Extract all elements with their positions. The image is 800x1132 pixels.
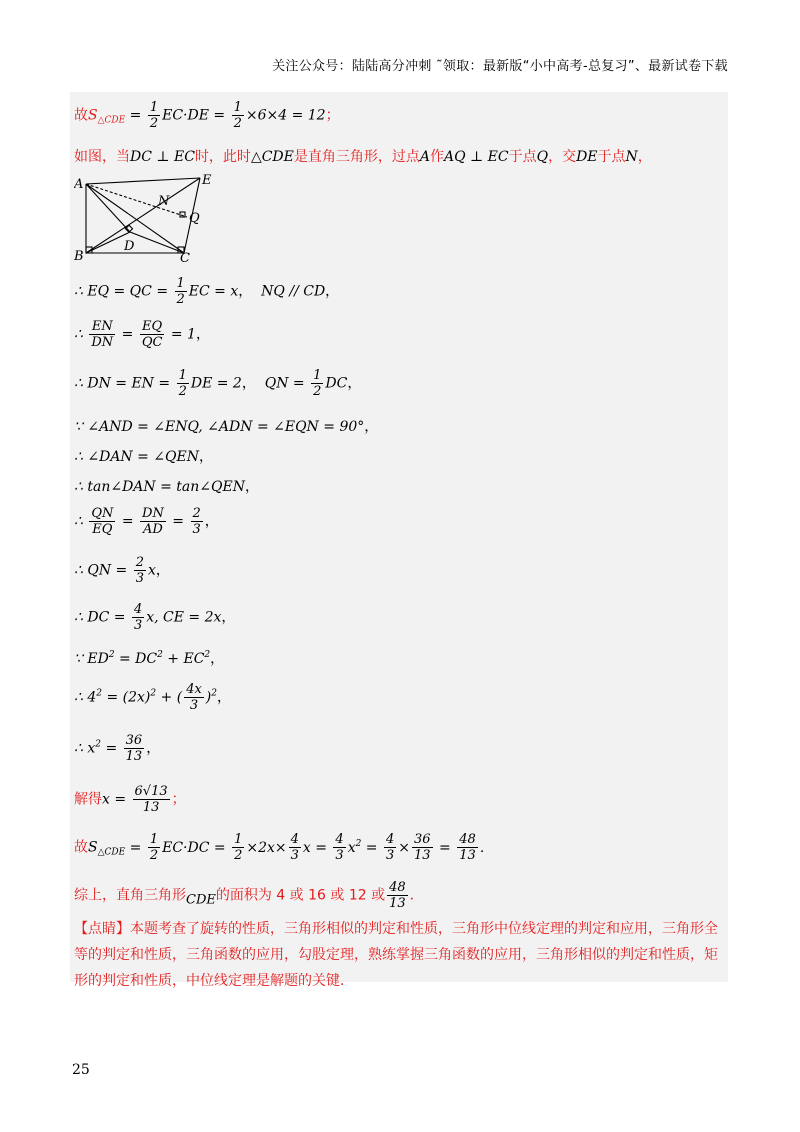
dianjing-paragraph: 【点睛】本题考查了旋转的性质，三角形相似的判定和性质，三角形中位线定理的判定和应用，三角形全等的判定和性质，三角函数的应用，勾股定理，熟练掌握三角函数的应用，三角形相似的判定和性质，矩形的判定和性质，中位线定理是解题的关键． (74, 921, 718, 989)
area-formula-line-2: 故$S_{\triangle CDE}$ = $\frac{1}{2}$ EC·DC = $\frac{1}{2}$ ×2x× $\frac{4}{3}$ x = $\frac{4}{3}$ $x^2$ = $\frac{4}{3}$ × $\frac{36}{13}$ = $\frac{48}{13}$ ． (74, 832, 494, 863)
step-eq-qc: ∴ EQ = QC = $\frac{1}{2}$ EC = x， NQ // CD， (74, 276, 340, 307)
label-N: N (158, 194, 170, 209)
label-D: D (124, 239, 135, 254)
label-A: A (74, 177, 84, 192)
step-ratio-two-thirds: ∴ $\frac{QN}{EQ}$ = $\frac{DN}{AD}$ = $\frac{2}{3}$ ， (74, 506, 219, 537)
step-dn-en: ∴ DN = EN = $\frac{1}{2}$ DE = 2， QN = $\frac{1}{2}$ DC， (74, 368, 362, 399)
right-angle-Q (180, 212, 185, 217)
step-substitution: ∴ $4^2 = (2x)^2$ + ( $\frac{4x}{3}$ )$^2$， (74, 682, 231, 713)
step-qn: ∴ QN = $\frac{2}{3}$ x， (74, 555, 170, 586)
geometry-figure (74, 170, 214, 262)
label-Q: Q (189, 211, 200, 226)
step-pythagoras: ∵ $ED^2 = DC^2 + EC^2$， (74, 650, 225, 667)
step-dc-ce: ∴ DC = $\frac{4}{3}$ x, CE = 2x， (74, 602, 236, 633)
label-E: E (202, 173, 212, 188)
label-B: B (74, 249, 84, 262)
page-number: 25 (72, 1062, 90, 1078)
step-solve-x: 解得x = $\frac{6√13}{13}$ ； (74, 784, 186, 815)
conclusion-line: 综上，直角三角形CDE的面积为 4 或 16 或 12 或 $\frac{48}{13}$ ． (74, 880, 424, 911)
page-header: 关注公众号：陆陆高分冲刺 ˜领取：最新版“小中高考-总复习”、最新试卷下载 (272, 59, 728, 74)
label-C: C (180, 251, 190, 262)
step-dan-qen: ∴ ∠DAN = ∠QEN， (74, 449, 213, 465)
step-tan-equal: ∴ tan∠DAN = tan∠QEN， (74, 479, 259, 495)
step-angles-equal: ∵ ∠AND = ∠ENQ, ∠ADN = ∠EQN = 90°， (74, 419, 379, 435)
area-formula-line-1: 故$S_{\triangle CDE}$ = $\frac{1}{2}$ EC·DE = $\frac{1}{2}$ ×6×4 = 12； (74, 100, 340, 131)
step-x-squared: ∴ $x^2$ = $\frac{36}{13}$ ， (74, 733, 161, 764)
segment-AD (86, 184, 130, 232)
segment-DC (130, 232, 184, 253)
case-description-line: 如图，当DC ⊥ EC时，此时△CDE是直角三角形，过点A作AQ ⊥ EC于点Q，交DE于点N， (74, 149, 652, 165)
segment-AE (86, 178, 200, 184)
step-ratio-en-dn: ∴ $\frac{EN}{DN}$ = $\frac{EQ}{QC}$ = 1， (74, 319, 210, 350)
